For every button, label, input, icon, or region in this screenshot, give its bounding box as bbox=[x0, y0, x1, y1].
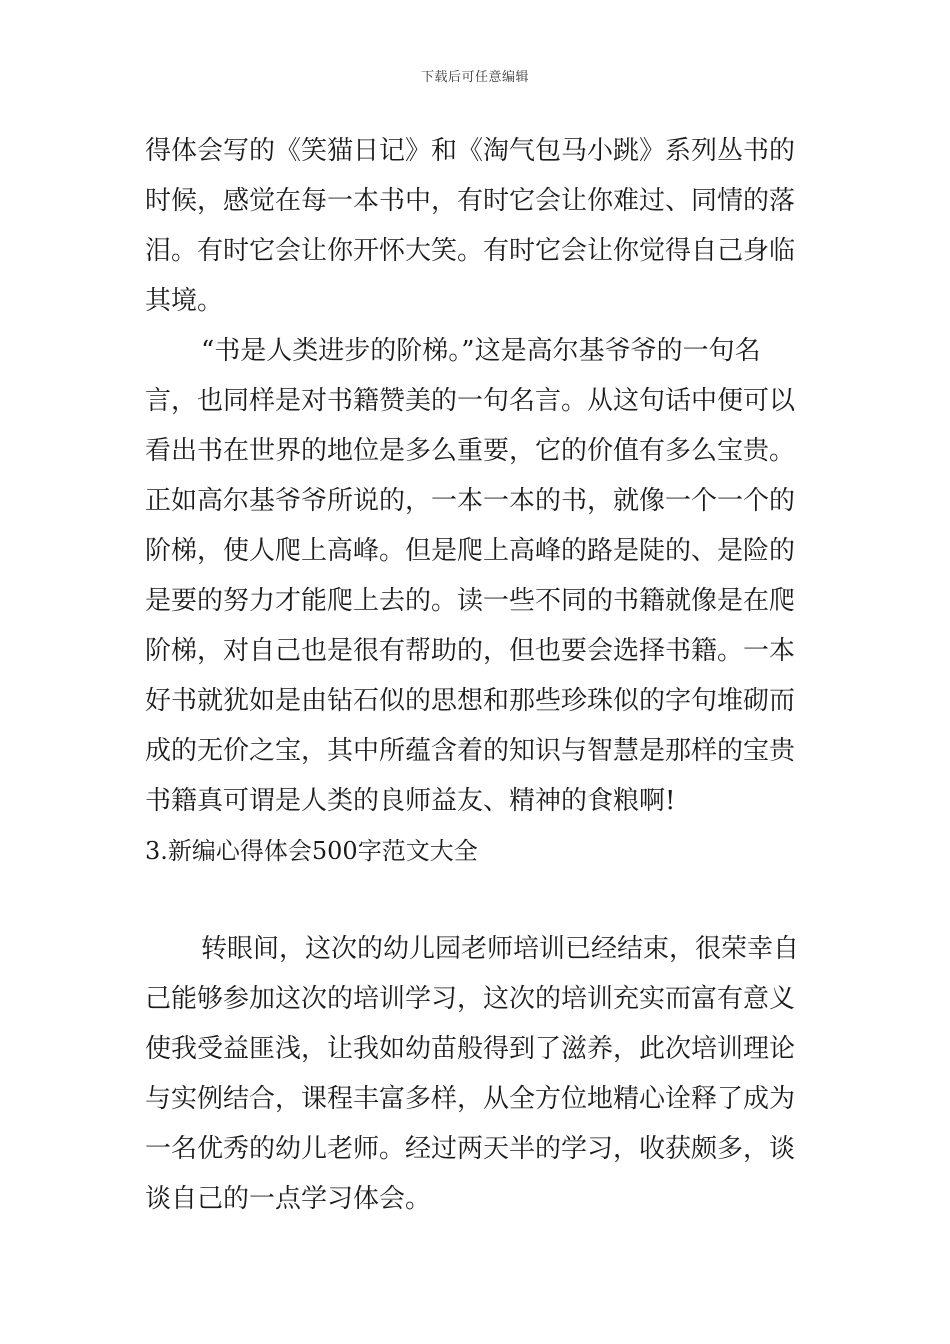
blank-line bbox=[145, 876, 810, 924]
text-line: 阶梯，使人爬上高峰。但是爬上高峰的路是陡的、是险的 bbox=[145, 536, 796, 566]
text-line: 成的无价之宝，其中所蕴含着的知识与智慧是那样的宝贵 bbox=[145, 736, 796, 766]
text-line: 其境。 bbox=[145, 286, 224, 316]
text-line: 阶梯，对自己也是很有帮助的，但也要会选择书籍。一本 bbox=[145, 636, 796, 666]
text-line: 使我受益匪浅，让我如幼苗般得到了滋养，此次培训理论 bbox=[145, 1034, 796, 1064]
text-line: 言，也同样是对书籍赞美的一句名言。从这句话中便可以 bbox=[145, 386, 796, 416]
text-line: 泪。有时它会让你开怀大笑。有时它会让你觉得自己身临 bbox=[145, 236, 796, 266]
document-body bbox=[145, 126, 810, 1224]
text-line: 得体会写的《笑猫日记》和《淘气包马小跳》系列丛书的 bbox=[145, 136, 796, 166]
paragraph-3 bbox=[145, 924, 810, 1224]
page-header: 下载后可任意编辑 bbox=[420, 70, 529, 85]
text-line: 是要的努力才能爬上去的。读一些不同的书籍就像是在爬 bbox=[145, 586, 796, 616]
text-line: 一名优秀的幼儿老师。经过两天半的学习，收获颇多，谈 bbox=[145, 1134, 796, 1164]
text-line: 与实例结合，课程丰富多样，从全方位地精心诠释了成为 bbox=[145, 1084, 796, 1114]
text-line: “书是人类进步的阶梯。”这是高尔基爷爷的一句名 bbox=[201, 336, 761, 366]
text-line: 正如高尔基爷爷所说的，一本一本的书，就像一个一个的 bbox=[145, 486, 796, 516]
text-line: 己能够参加这次的培训学习，这次的培训充实而富有意义 bbox=[145, 984, 796, 1014]
text-line: 好书就犹如是由钻石似的思想和那些珍珠似的字句堆砌而 bbox=[145, 686, 796, 716]
text-line: 谈自己的一点学习体会。 bbox=[145, 1184, 432, 1214]
text-line: 看出书在世界的地位是多么重要，它的价值有多么宝贵。 bbox=[145, 436, 796, 466]
section-heading: 3.新编心得体会500字范文大全 bbox=[145, 837, 478, 865]
text-line: 转眼间，这次的幼儿园老师培训已经结束，很荣幸自 bbox=[201, 934, 800, 964]
text-line: 书籍真可谓是人类的良师益友、精神的食粮啊! bbox=[145, 786, 676, 816]
paragraph-2 bbox=[145, 326, 810, 826]
paragraph-1 bbox=[145, 126, 810, 326]
text-line: 时候，感觉在每一本书中，有时它会让你难过、同情的落 bbox=[145, 186, 796, 216]
